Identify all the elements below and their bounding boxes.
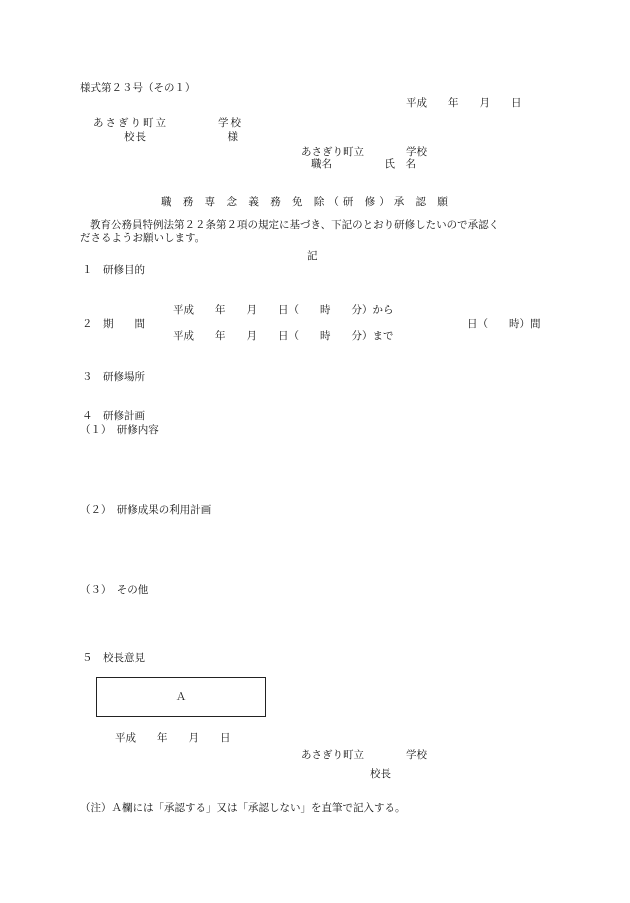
section-purpose: １ 研修目的: [82, 264, 145, 276]
ki-mark: 記: [307, 250, 318, 262]
header-date: 平成 年 月 日: [406, 97, 522, 109]
section-place: ３ 研修場所: [82, 371, 145, 383]
note: （注）Ａ欄には「承認する」又は「承認しない」を直筆で記入する。: [80, 802, 406, 814]
plan-usage: （２） 研修成果の利用計画: [80, 504, 212, 516]
intro-line-1: 教育公務員特例法第２２条第２項の規定に基づき、下記のとおり研修したいので承認く: [90, 219, 500, 231]
opinion-box-label: Ａ: [175, 691, 187, 703]
addressee-school: あさぎり町立 学校: [93, 117, 243, 129]
plan-content: （１） 研修内容: [80, 424, 159, 436]
applicant-title-name: 職名 氏 名: [311, 158, 416, 170]
form-number: 様式第２３号（その１）: [80, 82, 196, 94]
section-plan: ４ 研修計画: [82, 410, 145, 422]
document-title: 職 務 専 念 義 務 免 除（研 修）承 認 願: [161, 196, 452, 208]
bottom-principal: 校長: [370, 768, 391, 780]
section-opinion: ５ 校長意見: [82, 652, 145, 664]
period-from: 平成 年 月 日（ 時 分）から: [173, 304, 394, 316]
opinion-box: [96, 677, 266, 717]
bottom-date: 平成 年 月 日: [115, 732, 231, 744]
addressee-principal: 校長 様: [124, 131, 239, 143]
intro-line-2: ださるようお願いします。: [80, 232, 206, 244]
bottom-school: あさぎり町立 学校: [301, 749, 427, 761]
period-to: 平成 年 月 日（ 時 分）まで: [173, 330, 394, 342]
applicant-school: あさぎり町立 学校: [301, 146, 427, 158]
plan-other: （３） その他: [80, 584, 149, 596]
period-total: 日（ 時）間: [467, 318, 541, 330]
section-period: ２ 期 間: [82, 318, 145, 330]
